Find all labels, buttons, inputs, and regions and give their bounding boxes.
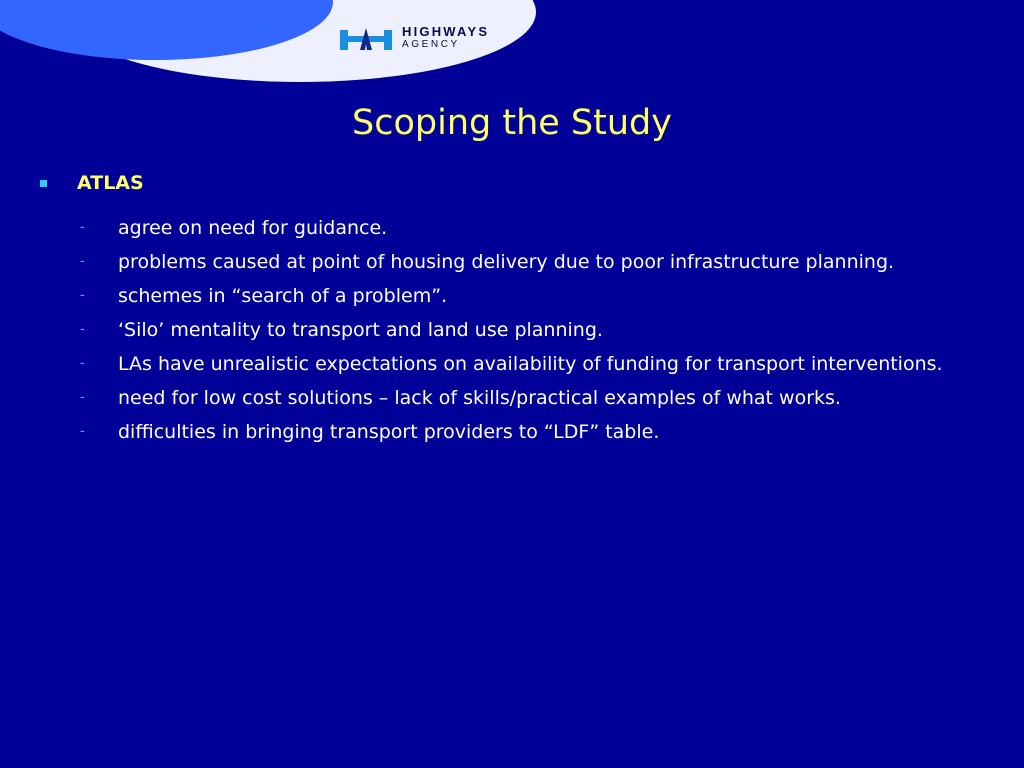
dash-bullet-icon: -	[80, 288, 85, 303]
list-item-text: need for low cost solutions – lack of skills/practical examples of what works.	[118, 387, 841, 409]
dash-bullet-icon: -	[80, 220, 85, 235]
list-item-text: problems caused at point of housing delivery due to poor infrastructure planning.	[118, 251, 895, 273]
dash-bullet-icon: -	[80, 356, 85, 371]
logo-text-agency: AGENCY	[402, 39, 460, 50]
list-item	[80, 248, 960, 276]
list-item-text: difficulties in bringing transport providers to “LDF” table.	[118, 421, 660, 443]
list-item	[80, 316, 960, 344]
slide-title: Scoping the Study	[352, 103, 672, 143]
logo-text-highways: HIGHWAYS	[402, 24, 490, 39]
square-bullet-icon	[40, 180, 47, 187]
dash-bullet-icon: -	[80, 254, 85, 269]
list-item	[80, 384, 960, 412]
list-item	[80, 282, 960, 310]
list-item-text: schemes in “search of a problem”.	[118, 285, 448, 307]
list-item	[80, 418, 960, 446]
list-item-text: LAs have unrealistic expectations on availability of funding for transport interventions.	[118, 353, 943, 375]
list-item	[80, 214, 960, 242]
header-banner	[0, 0, 1024, 100]
logo-wordmark	[402, 24, 489, 51]
dash-bullet-icon: -	[80, 390, 85, 405]
list-item-text: agree on need for guidance.	[118, 217, 388, 239]
dash-bullet-icon: -	[80, 424, 85, 439]
list-item-text: ‘Silo’ mentality to transport and land use planning.	[118, 319, 603, 341]
list-item	[80, 350, 960, 378]
sub-bullet-list	[80, 214, 960, 452]
dash-bullet-icon: -	[80, 322, 85, 337]
bullet-label: ATLAS	[77, 172, 144, 194]
bullet-atlas	[40, 171, 144, 195]
